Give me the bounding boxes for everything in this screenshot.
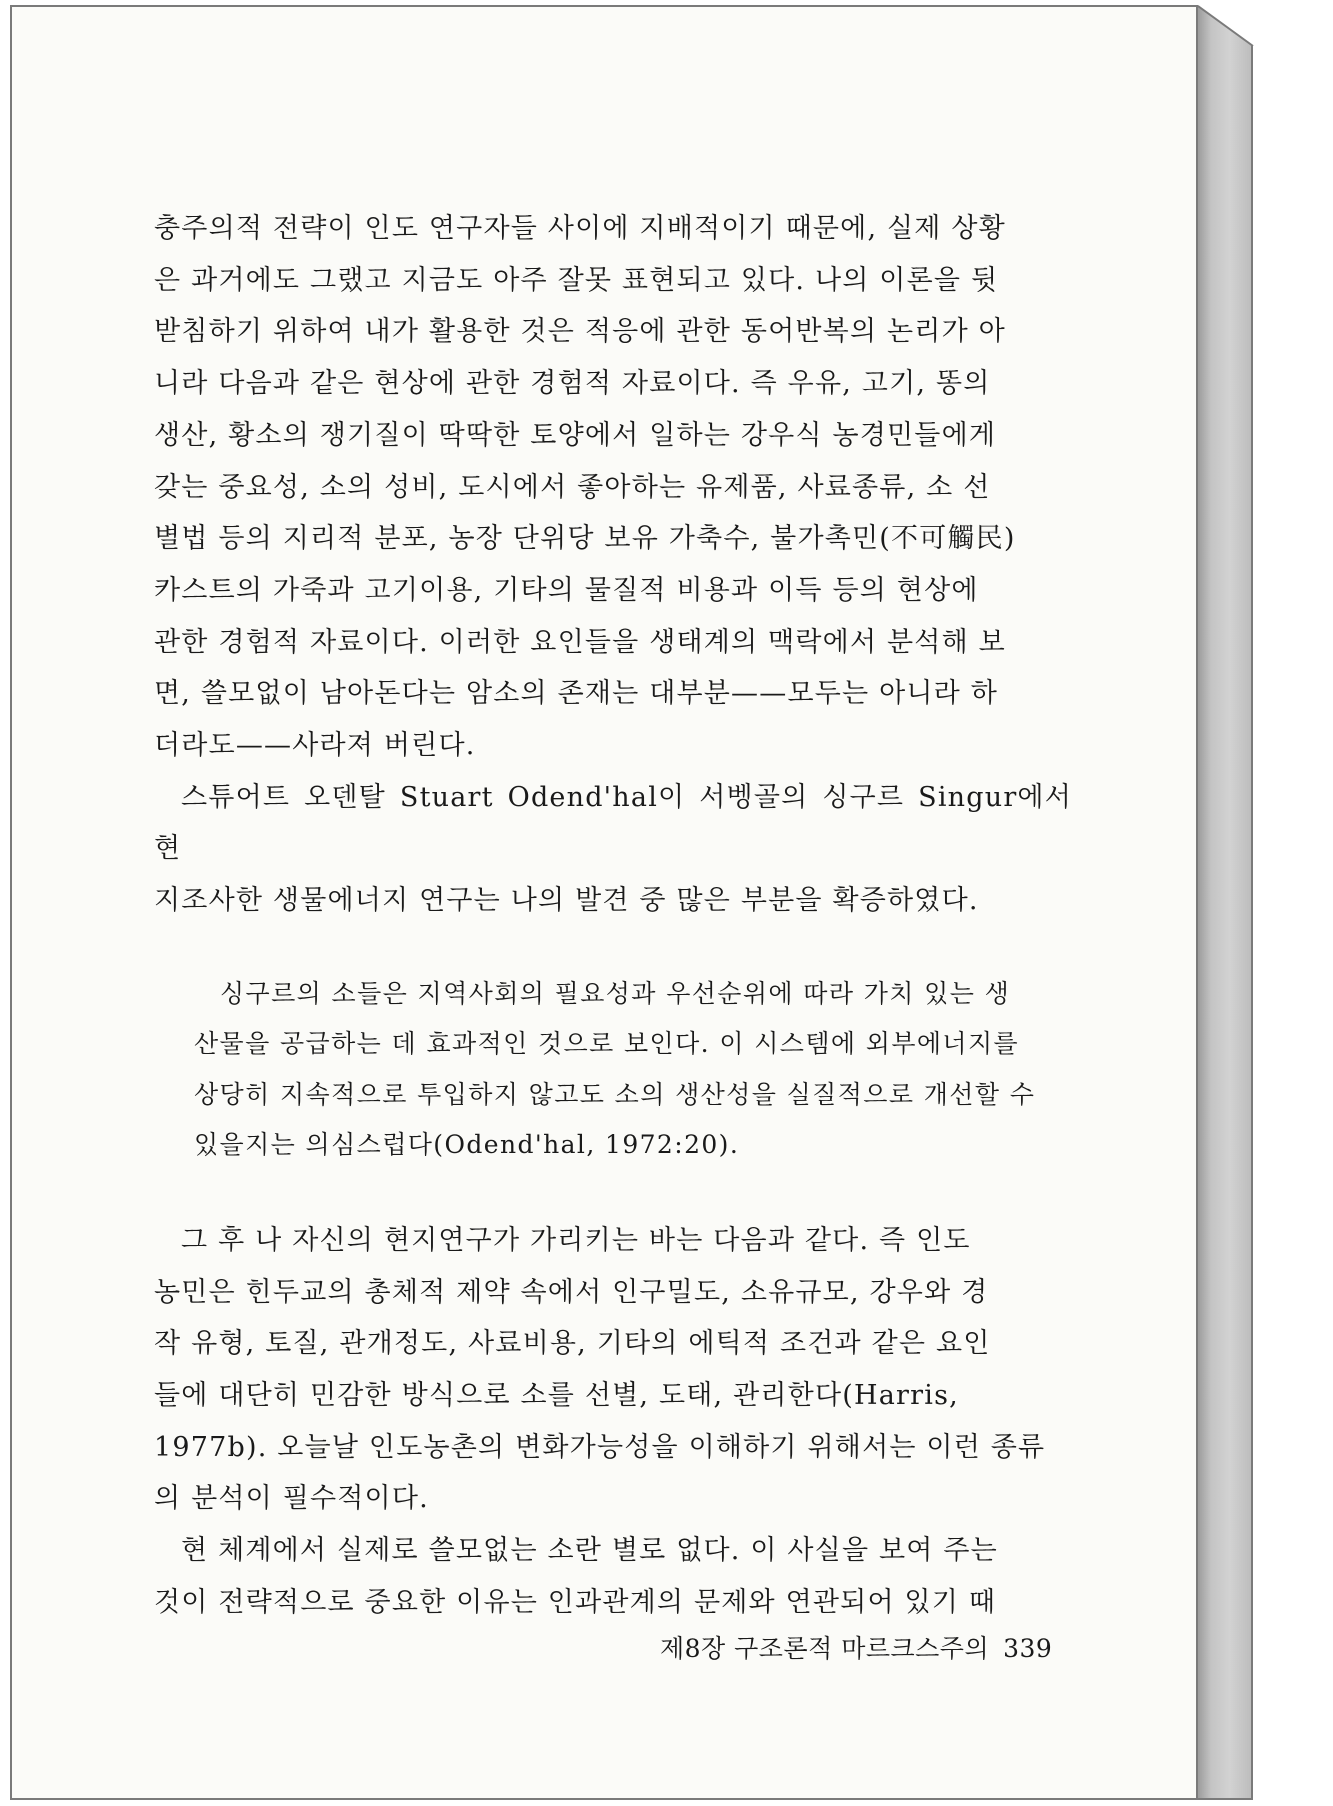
text-line: 현 체계에서 실제로 쓸모없는 소란 별로 없다. 이 사실을 보여 주는 [181,1535,998,1567]
text-line: 은 과거에도 그랬고 지금도 아주 잘못 표현되고 있다. 나의 이론을 뒷 [154,264,999,296]
quote-line: 있을지는 의심스럽다(Odend'hal, 1972:20). [194,1130,740,1160]
text-line: 그 후 나 자신의 현지연구가 가리키는 바는 다음과 같다. 즉 인도 [181,1224,971,1256]
paragraph-4 [154,1525,1072,1628]
text-line: 농민은 힌두교의 총체적 제약 속에서 인구밀도, 소유규모, 강우와 경 [154,1276,989,1308]
book-spine [1198,5,1253,1800]
book-page [10,5,1198,1800]
text-line: 1977b). 오늘날 인도농촌의 변화가능성을 이해하기 위해서는 이런 종류 [154,1431,1046,1463]
text-line: 별법 등의 지리적 분포, 농장 단위당 보유 가축수, 불가촉민(不可觸民) [154,523,1016,555]
text-line: 카스트의 가죽과 고기이용, 기타의 물질적 비용과 이득 등의 현상에 [154,574,979,606]
page-number: 339 [1003,1634,1053,1663]
text-line: 것이 전략적으로 중요한 이유는 인과관계의 문제와 연관되어 있기 때 [154,1586,997,1618]
chapter-title: 제8장 구조론적 마르크스주의 [660,1634,990,1663]
spine-top-edge [1198,5,1254,47]
text-line: 지조사한 생물에너지 연구는 나의 발견 중 많은 부분을 확증하였다. [154,885,979,917]
paragraph-2 [154,772,1072,927]
quote-line: 상당히 지속적으로 투입하지 않고도 소의 생산성을 실질적으로 개선할 수 [194,1079,1036,1109]
text-line: 더라도——사라져 버린다. [154,730,476,762]
running-footer [660,1629,1053,1665]
text-line: 면, 쓸모없이 남아돈다는 암소의 존재는 대부분——모두는 아니라 하 [154,678,998,710]
paragraph-1 [154,203,1072,772]
text-line: 스튜어트 오덴탈 Stuart Odend'hal이 서벵골의 싱구르 Singur에서 현 [154,781,1072,865]
text-line: 의 분석이 필수적이다. [154,1483,429,1515]
block-quote [194,969,1072,1171]
page-body [154,203,1072,1628]
text-line: 갖는 중요성, 소의 성비, 도시에서 좋아하는 유제품, 사료종류, 소 선 [154,471,991,503]
quote-line: 싱구르의 소들은 지역사회의 필요성과 우선순위에 따라 가치 있는 생 [220,978,1011,1008]
text-line: 니라 다음과 같은 현상에 관한 경험적 자료이다. 즉 우유, 고기, 똥의 [154,368,991,400]
text-line: 관한 경험적 자료이다. 이러한 요인들을 생태계의 맥락에서 분석해 보 [154,626,1006,658]
text-line: 생산, 황소의 쟁기질이 딱딱한 토양에서 일하는 강우식 농경민들에게 [154,419,997,451]
text-line: 작 유형, 토질, 관개정도, 사료비용, 기타의 에틱적 조건과 같은 요인 [154,1328,991,1360]
text-line: 들에 대단히 민감한 방식으로 소를 선별, 도태, 관리한다(Harris, [154,1379,959,1411]
text-line: 충주의적 전략이 인도 연구자들 사이에 지배적이기 때문에, 실제 상황 [154,213,1006,244]
paragraph-3 [154,1215,1072,1525]
quote-line: 산물을 공급하는 데 효과적인 것으로 보인다. 이 시스템에 외부에너지를 [194,1029,1020,1059]
text-line: 받침하기 위하여 내가 활용한 것은 적응에 관한 동어반복의 논리가 아 [154,316,1006,348]
